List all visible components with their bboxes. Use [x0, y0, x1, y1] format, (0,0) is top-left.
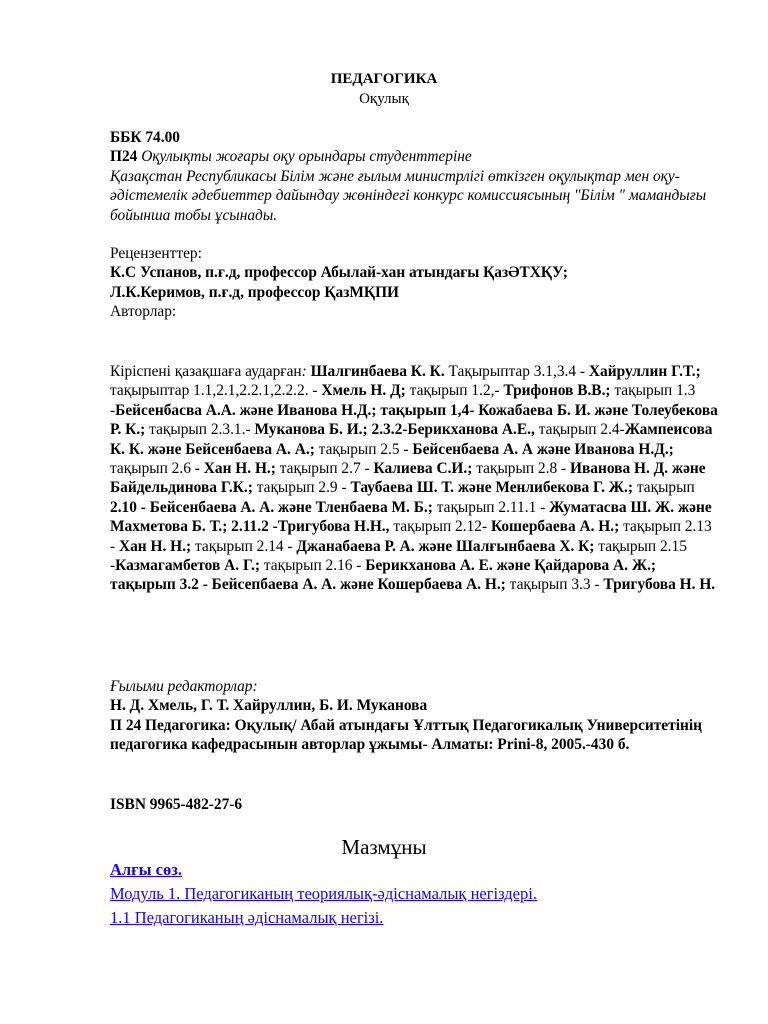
authors-run: тақырып 2.4- [534, 421, 625, 439]
authors-run: Казмагамбетов А. Г.; [115, 557, 260, 575]
authors-label: Авторлар: [110, 303, 177, 321]
authors-run: тақырып 2.12- [389, 518, 491, 536]
authors-paragraph [110, 362, 720, 595]
authors-run: Калиева С.И.; [373, 460, 473, 478]
authors-run: - Хан Н. Н.; [194, 460, 276, 478]
authors-run: Трифонов В.В.; [503, 382, 611, 400]
bbk-line [110, 147, 720, 166]
authors-run: тақырып 2.15 - [110, 537, 687, 575]
authors-run: тақырып 2.16 - [260, 557, 366, 575]
authors-run: тақырып [633, 479, 695, 497]
reviewers-block [110, 244, 720, 322]
authors-run: Кіріспені қазақшаға аударған [110, 363, 302, 380]
editors-label: Ғылыми редакторлар: [110, 678, 258, 695]
toc-link-1-1[interactable]: 1.1 Педагогиканың әдіснамалық негізі. [110, 908, 384, 927]
table-of-contents [110, 858, 730, 930]
editors-names: Н. Д. Хмель, Г. Т. Хайруллин, Б. И. Муканова [110, 697, 428, 715]
reviewer-1: К.С Успанов, п.ғ.д, профессор Абылай-хан атындағы ҚазӘТХҚУ; [110, 264, 568, 282]
authors-run: Бейсенбасва А.А. және Иванова Н.Д.; тақырып 1,4- Кожабаева Б. И. және Толеубекова Р. К.; [110, 401, 718, 439]
bbk-code2: П24 [110, 148, 138, 166]
authors-run: тақырып 2.7 - [275, 460, 374, 478]
authors-run: тақырып 1.2,- [405, 382, 504, 400]
document-subtitle: Оқулық [359, 91, 409, 107]
authors-run: тақырып 3.3 - [505, 576, 604, 594]
authors-run: Жампеисова К. К. және Бейсенбаева А. А.; [110, 421, 713, 458]
reviewers-label: Рецензенттер: [110, 245, 202, 262]
authors-run: Тақырыптар 3.1,3.4 - [444, 363, 589, 380]
toc-link-module-1[interactable]: Модуль 1. Педагогиканың теориялық-әдіснамалық негіздері. [110, 884, 537, 903]
authors-run: Джанабаева Р. А. және Шалғынбаева Х. К; [296, 537, 595, 555]
toc-title: Мазмұны [341, 835, 427, 859]
authors-run: тақырып 2.13 - [110, 518, 712, 555]
authors-run: Таубаева Ш. Т. және Менлибекова Г. Ж.; [350, 479, 633, 497]
authors-run: тақырып 2.5 - [314, 440, 413, 458]
authors-run: тақырып 2.9 - [252, 479, 351, 497]
bbk-block [110, 128, 720, 225]
authors-run: Иванова Н. Д. және Байдельдинова Г.К.; [110, 460, 706, 497]
authors-run: тақырыптар 1.1,2.1,2.2.1,2.2.2. - [110, 382, 322, 400]
authors-run: тақырып 2.11.1 - [432, 498, 550, 516]
isbn: ISBN 9965-482-27-6 [110, 796, 243, 813]
authors-run: Шалгинбаева К. К. [310, 363, 445, 380]
authors-run: 2.10 - Бейсенбаева А. А. және Тленбаева М. Б.; [110, 498, 433, 516]
authors-run: Хан Н. Н.; [118, 537, 192, 555]
authors-run: Жуматасва Ш. Ж. және Махметова Б. Т.; 2.11.2 -Тригубова Н.Н., [110, 498, 712, 536]
authors-run: тақырып 2.14 - [191, 537, 297, 555]
authors-run: Бейсенбаева А. А және Иванова Н.Д.; [412, 440, 674, 458]
reviewer-2: Л.К.Керимов, п.ғ.д, профессор ҚазМҚПИ [110, 283, 400, 301]
authors-run: тақырып 1.3 - [110, 382, 696, 419]
toc-link-foreword[interactable]: Алғы сөз. [110, 860, 183, 879]
document-title: ПЕДАГОГИКА [330, 71, 438, 87]
bbk-line1: Оқулықты жоғары оқу орындары студенттеріне [137, 148, 472, 166]
authors-run: тақырып 2.8 - [472, 460, 570, 478]
editors-block [110, 677, 720, 755]
bbk-rest: Қазақстан Республикасы Білім және ғылым министрлігі өткізген оқулықтар мен оқу-әдістемелік әдебиеттер дайындау жөніндегі конкурс комиссиясының "Білім " мамандығы бойынша тобы ұсынады. [110, 167, 707, 224]
authors-run: Кошербаева А. Н.; [490, 518, 620, 536]
authors-run: Хмель Н. Д; [321, 382, 406, 400]
authors-run: Хайруллин Г.Т.; [588, 363, 701, 380]
bbk-code: ББК 74.00 [110, 129, 180, 146]
authors-run: тақырып 2.3.1.- [145, 421, 255, 439]
authors-run: Тригубова Н. Н. [603, 576, 716, 594]
book-citation: П 24 Педагогика: Оқулық/ Абай атындағы Ұлттық Педагогикалық Университетінің педагогика кафедрасынын авторлар ұжымы- Алматы: Prinі-8, 2005.-430 б. [110, 716, 702, 754]
authors-run: тақырып 2.6 [110, 460, 195, 478]
authors-run: Муканова Б. И.; 2.3.2-Берикханова А.Е., [254, 421, 535, 439]
authors-run: Берикханова А. Е. және Қайдарова А. Ж.; тақырып 3.2 - Бейсепбаева А. А. және Кошербаева А. Н.; [110, 557, 657, 594]
authors-run: : [301, 363, 311, 380]
